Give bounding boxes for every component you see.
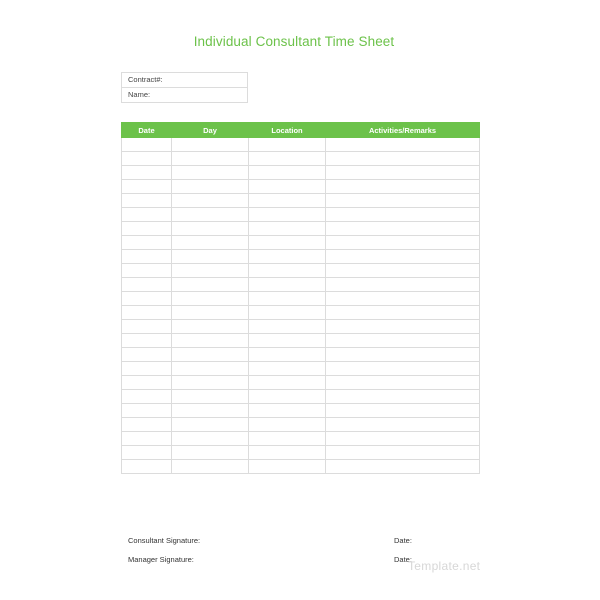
cell-date[interactable] [122,250,172,264]
cell-date[interactable] [122,348,172,362]
cell-location[interactable] [249,418,326,432]
table-row [122,138,480,152]
cell-activities-remarks[interactable] [326,152,480,166]
cell-activities-remarks[interactable] [326,432,480,446]
table-row [122,460,480,474]
cell-date[interactable] [122,306,172,320]
cell-day[interactable] [172,250,249,264]
table-row [122,306,480,320]
cell-day[interactable] [172,138,249,152]
cell-activities-remarks[interactable] [326,446,480,460]
table-row [122,194,480,208]
cell-day[interactable] [172,460,249,474]
consultant-date-label: Date: [394,536,412,545]
cell-location[interactable] [249,292,326,306]
cell-date[interactable] [122,376,172,390]
cell-location[interactable] [249,152,326,166]
cell-location[interactable] [249,278,326,292]
cell-day[interactable] [172,404,249,418]
cell-location[interactable] [249,390,326,404]
cell-date[interactable] [122,236,172,250]
table-row [122,376,480,390]
cell-activities-remarks[interactable] [326,292,480,306]
table-row [122,362,480,376]
cell-day[interactable] [172,166,249,180]
name-row [122,88,248,103]
timesheet-table [121,122,480,474]
table-row [122,250,480,264]
cell-day[interactable] [172,348,249,362]
table-row [122,152,480,166]
table-row [122,264,480,278]
cell-date[interactable] [122,432,172,446]
name-label[interactable]: Name: [122,88,248,103]
cell-date[interactable] [122,208,172,222]
cell-activities-remarks[interactable] [326,306,480,320]
contract-label[interactable]: Contract#: [122,73,248,88]
cell-location[interactable] [249,348,326,362]
cell-day[interactable] [172,222,249,236]
cell-activities-remarks[interactable] [326,320,480,334]
cell-day[interactable] [172,306,249,320]
cell-day[interactable] [172,208,249,222]
table-row [122,166,480,180]
cell-date[interactable] [122,152,172,166]
cell-location[interactable] [249,138,326,152]
cell-day[interactable] [172,320,249,334]
cell-location[interactable] [249,222,326,236]
cell-location[interactable] [249,250,326,264]
cell-location[interactable] [249,236,326,250]
cell-location[interactable] [249,404,326,418]
column-header-date: Date [122,123,172,138]
table-row [122,446,480,460]
table-row [122,390,480,404]
cell-date[interactable] [122,362,172,376]
cell-activities-remarks[interactable] [326,264,480,278]
timesheet-body [122,138,480,474]
table-row [122,320,480,334]
cell-day[interactable] [172,418,249,432]
cell-date[interactable] [122,446,172,460]
document-title: Individual Consultant Time Sheet [193,34,395,49]
contract-row [122,73,248,88]
cell-location[interactable] [249,362,326,376]
cell-activities-remarks[interactable] [326,418,480,432]
cell-date[interactable] [122,180,172,194]
cell-location[interactable] [249,180,326,194]
cell-location[interactable] [249,208,326,222]
cell-location[interactable] [249,334,326,348]
cell-day[interactable] [172,292,249,306]
cell-date[interactable] [122,460,172,474]
table-row [122,180,480,194]
table-row [122,404,480,418]
cell-date[interactable] [122,166,172,180]
watermark: Template.net [408,559,481,573]
table-row [122,348,480,362]
cell-day[interactable] [172,180,249,194]
cell-day[interactable] [172,278,249,292]
cell-day[interactable] [172,376,249,390]
table-row [122,334,480,348]
cell-location[interactable] [249,432,326,446]
cell-date[interactable] [122,334,172,348]
table-row [122,278,480,292]
cell-activities-remarks[interactable] [326,404,480,418]
column-header-location: Location [249,123,326,138]
table-row [122,432,480,446]
cell-location[interactable] [249,320,326,334]
manager-signature-label: Manager Signature: [128,555,194,564]
cell-day[interactable] [172,194,249,208]
cell-location[interactable] [249,376,326,390]
cell-activities-remarks[interactable] [326,222,480,236]
cell-day[interactable] [172,362,249,376]
cell-activities-remarks[interactable] [326,334,480,348]
cell-activities-remarks[interactable] [326,250,480,264]
cell-date[interactable] [122,418,172,432]
cell-activities-remarks[interactable] [326,194,480,208]
cell-activities-remarks[interactable] [326,278,480,292]
cell-date[interactable] [122,222,172,236]
cell-location[interactable] [249,264,326,278]
cell-date[interactable] [122,390,172,404]
cell-day[interactable] [172,334,249,348]
cell-activities-remarks[interactable] [326,390,480,404]
consultant-info-table [121,72,248,103]
cell-activities-remarks[interactable] [326,376,480,390]
cell-location[interactable] [249,194,326,208]
table-row [122,236,480,250]
cell-date[interactable] [122,138,172,152]
table-row [122,208,480,222]
cell-activities-remarks[interactable] [326,460,480,474]
cell-activities-remarks[interactable] [326,138,480,152]
cell-location[interactable] [249,460,326,474]
cell-location[interactable] [249,306,326,320]
consultant-signature-label: Consultant Signature: [128,536,201,545]
column-header-activities-remarks: Activities/Remarks [326,123,480,138]
cell-date[interactable] [122,194,172,208]
cell-date[interactable] [122,404,172,418]
cell-day[interactable] [172,390,249,404]
cell-day[interactable] [172,446,249,460]
cell-date[interactable] [122,320,172,334]
column-header-day: Day [172,123,249,138]
table-row [122,292,480,306]
cell-activities-remarks[interactable] [326,348,480,362]
table-row [122,222,480,236]
cell-location[interactable] [249,446,326,460]
cell-date[interactable] [122,292,172,306]
cell-date[interactable] [122,278,172,292]
timesheet-header-row [122,123,480,138]
cell-activities-remarks[interactable] [326,180,480,194]
cell-date[interactable] [122,264,172,278]
manager-date-label: Date: [394,555,412,564]
table-row [122,418,480,432]
cell-day[interactable] [172,432,249,446]
cell-activities-remarks[interactable] [326,362,480,376]
cell-day[interactable] [172,264,249,278]
cell-activities-remarks[interactable] [326,208,480,222]
cell-location[interactable] [249,166,326,180]
cell-activities-remarks[interactable] [326,166,480,180]
cell-activities-remarks[interactable] [326,236,480,250]
cell-day[interactable] [172,236,249,250]
cell-day[interactable] [172,152,249,166]
